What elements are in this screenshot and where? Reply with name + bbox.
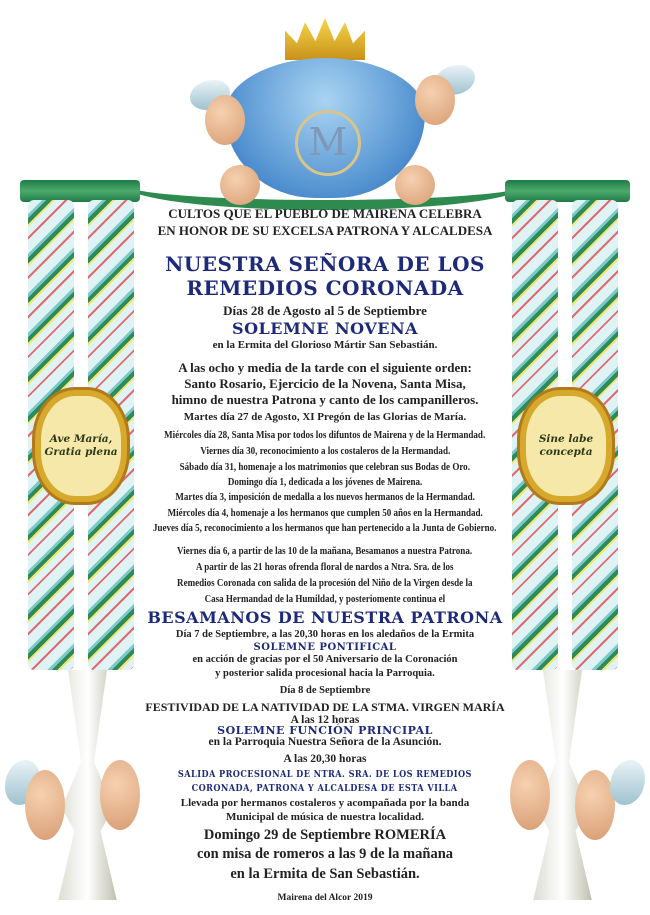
besamanos-intro: Casa Hermandad de la Humildad, y posteriomente continua el [204,594,446,605]
pontifical-heading: SOLEMNE PONTIFICAL [253,642,397,653]
crown-icon [285,18,365,60]
novena-order-2: Santo Rosario, Ejercicio de la Novena, Santa Misa, [184,376,466,391]
garland [125,160,525,210]
festividad-title: FESTIVIDAD DE LA NATIVIDAD DE LA STMA. VIRGEN MARÍA [145,700,505,714]
procession-line: SALIDA PROCESIONAL DE NTRA. SRA. DE LOS REMEDIOS [178,769,472,780]
novena-heading: SOLEMNE NOVENA [232,319,418,338]
day-item: Miércoles día 4, homenaje a los hermanos que cumplen 50 años en la Hermandad. [167,508,483,519]
festividad-time2: A las 20,30 horas [283,753,367,765]
procession-line: CORONADA, PATRONA Y ALCALDESA DE ESTA VILLA [192,783,458,794]
day-item: Viernes día 30, reconocimiento a los costaleros de la Hermandad. [200,446,450,457]
title-line2: REMEDIOS CORONADA [186,276,464,300]
cartouche-left-line2: Gratia plena [44,446,118,458]
pontifical-line: y posterior salida procesional hacia la Parroquia. [215,668,435,679]
title-line1: NUESTRA SEÑORA DE LOS [165,252,485,276]
dates: Días 28 de Agosto al 5 de Septiembre [223,303,427,318]
cartouche-right-line2: concepta [539,446,593,458]
carried-line: Llevada por hermanos costaleros y acompañada por la banda [180,797,470,809]
funcion-place: en la Parroquia Nuestra Señora de la Asunción. [208,736,442,748]
cartouche-left-line1: Ave María, [49,433,113,445]
novena-order-1: A las ocho y media de la tarde con el siguiente orden: [178,360,472,375]
footer: Mairena del Alcor 2019 [277,893,373,903]
cartouche-right-line1: Sine labe [538,433,594,445]
pregon: Martes día 27 de Agosto, XI Pregón de las Glorias de María. [183,411,467,423]
day-item: Martes día 3, imposición de medalla a los nuevos hermanos de la Hermandad. [175,492,475,503]
besamanos-heading: BESAMANOS DE NUESTRA PATRONA [147,608,503,627]
romeria-line: en la Ermita de San Sebastián. [230,866,420,882]
festividad-time1: A las 12 horas [290,714,360,726]
day-item: Sábado día 31, homenaje a los matrimonios que celebran sus Bodas de Oro. [179,462,471,473]
novena-order-3: himno de nuestra Patrona y canto de los campanilleros. [171,392,479,407]
festividad-date: Día 8 de Septiembre [279,685,371,696]
day-item: Miércoles día 28, Santa Misa por todos los difuntos de Mairena y de la Hermandad. [164,430,486,441]
monogram-icon: M [295,110,361,176]
column-capital-right [505,180,630,202]
pontifical-when: Día 7 de Septiembre, a las 20,30 horas en los aledaños de la Ermita [175,629,475,640]
besamanos-intro: Remedios Coronada con salida de la procesión del Niño de la Virgen desde la [177,578,473,589]
column-capital-left [20,180,140,202]
day-item: Domingo día 1, dedicada a los jóvenes de Mairena. [227,477,423,488]
funcion-heading: SOLEMNE FUNCIÓN PRINCIPAL [217,724,433,737]
carried-line: Municipal de música de nuestra localidad. [225,811,425,823]
romeria-line: Domingo 29 de Septiembre ROMERÍA [203,827,447,843]
besamanos-intro: A partir de las 21 horas ofrenda floral de nardos a Ntra. Sra. de los [196,562,454,573]
pontifical-line: en acción de gracias por el 50 Aniversario de la Coronación [192,654,458,665]
besamanos-intro: Viernes día 6, a partir de las 10 de la mañana, Besamanos a nuestra Patrona. [177,546,473,557]
romeria-line: con misa de romeros a las 9 de la mañana [196,846,454,862]
novena-place: en la Ermita del Glorioso Mártir San Sebastián. [212,339,438,351]
header-line1: CULTOS QUE EL PUEBLO DE MAIRENA CELEBRA [168,206,482,221]
day-item: Jueves día 5, reconocimiento a los hermanos que han pertenecido a la Junta de Gobierno. [153,523,497,534]
header-line2: EN HONOR DE SU EXCELSA PATRONA Y ALCALDESA [157,223,493,238]
